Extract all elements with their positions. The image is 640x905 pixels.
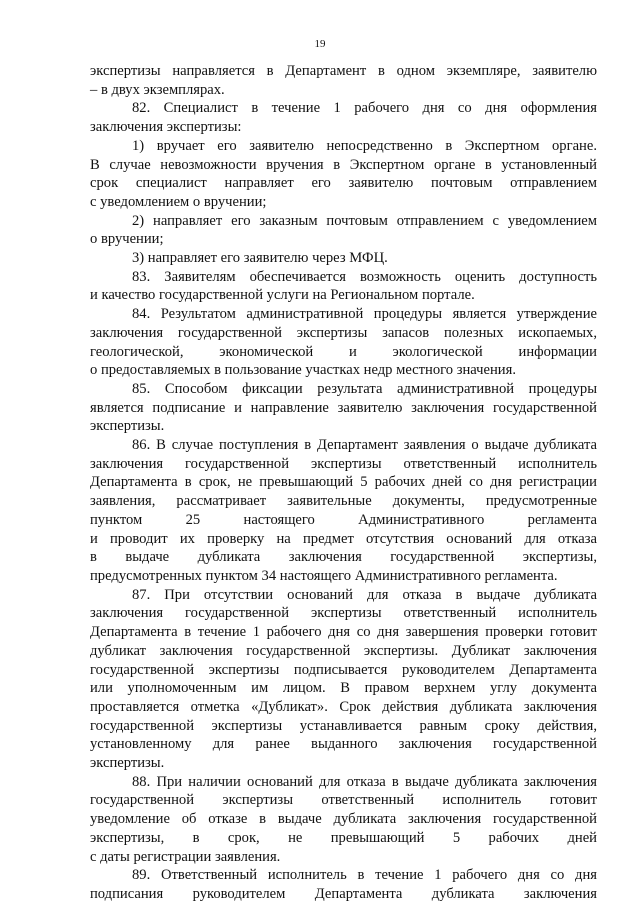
- text-line: проставляется отметка «Дубликат». Срок действия дубликата заключения: [90, 698, 597, 715]
- text-line: является подписание и направление заявителю заключения государственной: [90, 399, 597, 416]
- text-line: экспертизы.: [90, 418, 165, 435]
- text-line: срок специалист направляет его заявителю почтовым отправлением: [90, 175, 597, 192]
- text-line: заключения государственной экспертизы запасов полезных ископаемых,: [90, 324, 597, 341]
- document-body: [90, 62, 597, 904]
- page-number: 19: [314, 38, 326, 50]
- text-line: дубликат заключения государственной экспертизы. Дубликат заключения: [90, 642, 597, 659]
- text-line: государственной экспертизы устанавливается равным сроку действия,: [90, 717, 597, 734]
- text-line: 1) вручает его заявителю непосредственно в Экспертном органе.: [132, 137, 597, 154]
- text-line: Департамента в течение 1 рабочего дня со дня завершения проверки готовит: [90, 624, 597, 641]
- text-line: 82. Специалист в течение 1 рабочего дня со дня оформления: [132, 100, 597, 117]
- text-line: 84. Результатом административной процедуры является утверждение: [132, 306, 597, 323]
- text-line: 88. При наличии оснований для отказа в выдаче дубликата заключения: [132, 773, 597, 790]
- text-line: заявления, рассматривает заявительные документы, предусмотренные: [90, 493, 597, 510]
- text-line: о предоставляемых в пользование участках недр местного значения.: [90, 362, 516, 379]
- text-line: подписания руководителем Департамента дубликата заключения: [90, 885, 597, 902]
- text-line: геологической, экономической и экологической информации: [90, 343, 597, 360]
- text-line: Департамента в срок, не превышающий 5 рабочих дней со дня регистрации: [90, 474, 597, 491]
- text-line: 89. Ответственный исполнитель в течение 1 рабочего дня со дня: [132, 867, 597, 884]
- text-line: и качество государственной услуги на Региональном портале.: [90, 287, 475, 304]
- text-line: 83. Заявителям обеспечивается возможность оценить доступность: [132, 268, 597, 285]
- text-line: 85. Способом фиксации результата административной процедуры: [132, 380, 597, 397]
- text-line: экспертизы, в срок, не превышающий 5 рабочих дней: [90, 829, 597, 846]
- text-line: установленному для ранее выданного заключения государственной: [90, 736, 597, 753]
- text-line: экспертизы.: [90, 755, 165, 772]
- text-line: – в двух экземплярах.: [90, 81, 225, 98]
- text-line: В случае невозможности вручения в Экспертном органе в установленный: [90, 156, 597, 173]
- text-line: 3) направляет его заявителю через МФЦ.: [132, 250, 388, 267]
- text-line: 87. При отсутствии оснований для отказа в выдаче дубликата: [132, 586, 597, 603]
- text-line: уведомление об отказе в выдаче дубликата заключения государственной: [90, 811, 597, 828]
- text-line: с уведомлением о вручении;: [90, 193, 267, 210]
- text-line: о вручении;: [90, 231, 164, 248]
- text-line: заключения государственной экспертизы ответственный исполнитель: [90, 605, 597, 622]
- text-line: 86. В случае поступления в Департамент заявления о выдаче дубликата: [132, 437, 597, 454]
- text-line: с даты регистрации заявления.: [90, 848, 281, 865]
- text-line: и проводит их проверку на предмет отсутствия оснований для отказа: [90, 530, 597, 547]
- text-line: государственной экспертизы ответственный исполнитель готовит: [90, 792, 597, 809]
- text-line: или уполномоченным им лицом. В правом верхнем углу документа: [90, 680, 597, 697]
- text-line: экспертизы направляется в Департамент в одном экземпляре, заявителю: [90, 63, 597, 79]
- text-line: государственной экспертизы подписывается руководителем Департамента: [90, 661, 597, 678]
- text-line: предусмотренных пунктом 34 настоящего Административного регламента.: [90, 567, 558, 584]
- text-line: пунктом 25 настоящего Административного регламента: [90, 511, 597, 528]
- text-line: 2) направляет его заказным почтовым отправлением с уведомлением: [132, 212, 597, 229]
- text-line: заключения экспертизы:: [90, 119, 242, 136]
- text-line: заключения государственной экспертизы ответственный исполнитель: [90, 455, 597, 472]
- text-line: в выдаче дубликата заключения государственной экспертизы,: [90, 549, 597, 566]
